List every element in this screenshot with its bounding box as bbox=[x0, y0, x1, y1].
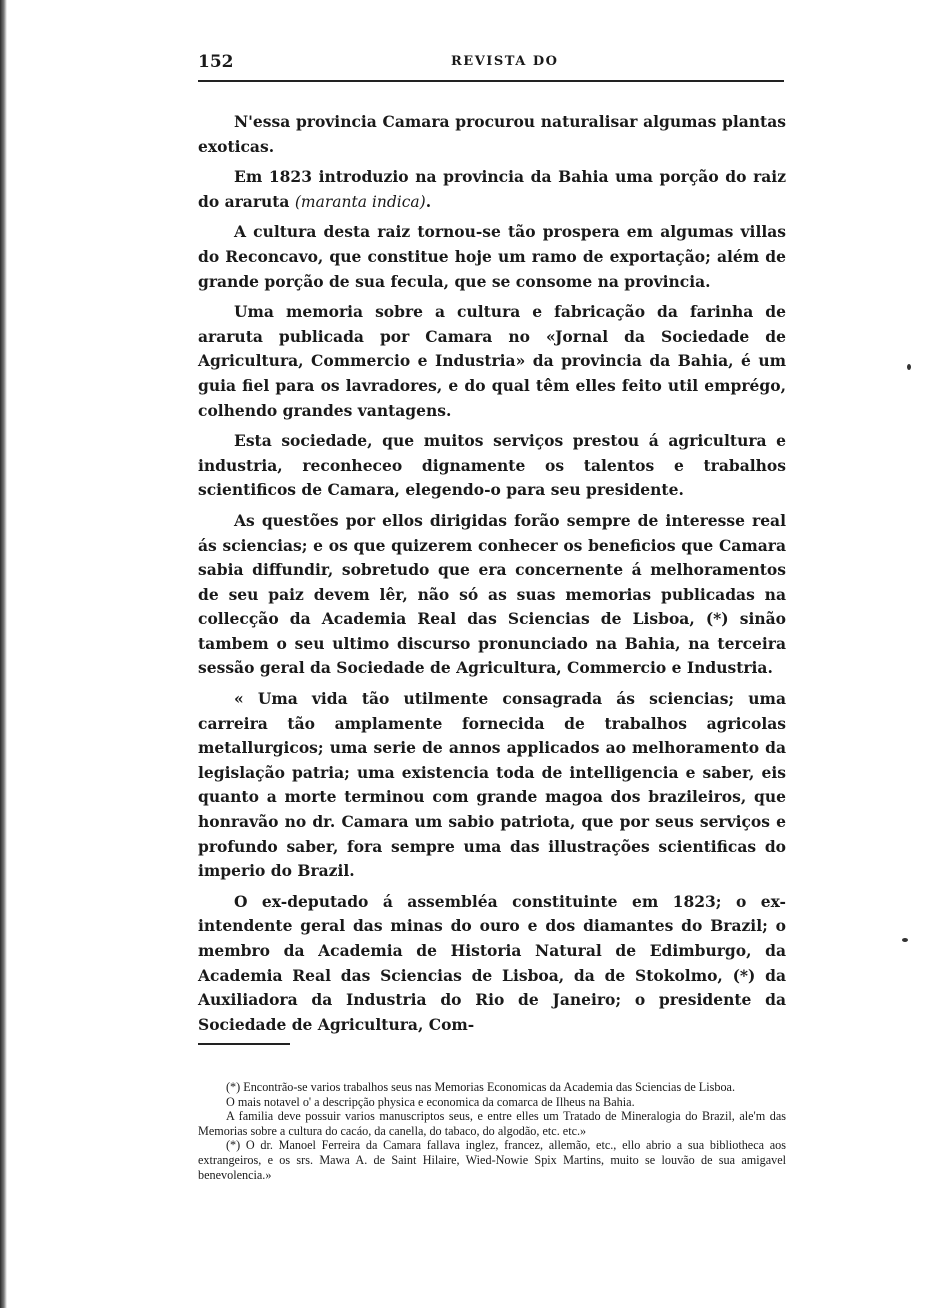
header-rule bbox=[198, 80, 784, 82]
scanned-page-edge bbox=[0, 0, 7, 1308]
paragraph-2: Em 1823 introduzio na provincia da Bahia uma porção do raiz do araruta (maranta indica). bbox=[198, 167, 786, 211]
footnotes bbox=[198, 1080, 786, 1182]
footnote-3: A familia deve possuir varios manuscriptos seus, e entre elles um Tratado de Mineralogia do Brazil, ale'm das Memorias sobre a cultura do cacáo, da canella, do tabaco, do algodão, etc. etc.» bbox=[198, 1109, 786, 1138]
footnote-1: (*) Encontrão-se varios trabalhos seus nas Memorias Economicas da Academia das Sciencias de Lisboa. bbox=[226, 1080, 736, 1094]
paragraph-6: As questões por ellos dirigidas forão sempre de interesse real ás sciencias; e os que quizerem conhecer os beneficios que Camara sabia diffundir, sobretudo que era concernente á melhoramentos de seu paiz devem lêr, não só as suas memorias publicadas na collecção da Academia Real das Sciencias de Lisboa, (*) sinão tambem o seu ultimo discurso pronunciado na Bahia, na terceira sessão geral da Sociedade de Agricultura, Commercio e Industria. bbox=[198, 510, 786, 678]
paragraph-7: « Uma vida tão utilmente consagrada ás sciencias; uma carreira tão amplamente fornecida de trabalhos agricolas metallurgicos; uma serie de annos applicados ao melhoramento da legislação patria; uma existencia toda de intelligencia e saber, eis quanto a morte terminou com grande magoa dos brazileiros, que honravão no dr. Camara um sabio patriota, que por seus serviços e profundo saber, fora sempre uma das illustrações scientificas do imperio do Brazil. bbox=[198, 689, 786, 881]
paragraph-4: Uma memoria sobre a cultura e fabricação da farinha de araruta publicada por Camara no «Jornal da Sociedade de Agricultura, Commercio e Industria» da provincia da Bahia, é um guia fiel para os lavradores, e do qual têm elles feito util emprégo, colhendo grandes vantagens. bbox=[198, 302, 786, 420]
page-number: 152 bbox=[198, 52, 234, 72]
italic-botanical-name: (maranta indica) bbox=[294, 192, 426, 211]
scan-speck bbox=[907, 364, 911, 370]
footnote-2: O mais notavel o' a descripção physica e economica da comarca de Ilheus na Bahia. bbox=[226, 1094, 635, 1109]
footnote-rule bbox=[198, 1043, 290, 1045]
footnote-4: (*) O dr. Manoel Ferreira da Camara fallava inglez, francez, allemão, etc., ello abrio a sua bibliotheca aos extrangeiros, e os srs. Mawa A. de Saint Hilaire, Wied-Nowie Spix Martins, muito se louvão de sua amigavel benevolencia.» bbox=[198, 1138, 786, 1182]
paragraph-1: N'essa provincia Camara procurou naturalisar algumas plantas exoticas. bbox=[198, 112, 786, 156]
main-text bbox=[198, 110, 786, 1043]
page-header bbox=[198, 52, 784, 82]
paragraph-8: O ex-deputado á assembléa constituinte em 1823; o ex-intendente geral das minas do ouro e dos diamantes do Brazil; o membro da Academia de Historia Natural de Edimburgo, da Academia Real das Sciencias de Lisboa, da de Stokolmo, (*) da Auxiliadora da Industria do Rio de Janeiro; o presidente da Sociedade de Agricultura, Com- bbox=[198, 891, 786, 1034]
paragraph-3: A cultura desta raiz tornou-se tão prospera em algumas villas do Reconcavo, que constitue hoje um ramo de exportação; além de grande porção de sua fecula, que se consome na provincia. bbox=[198, 222, 786, 291]
paragraph-5: Esta sociedade, que muitos serviços prestou á agricultura e industria, reconheceo dignamente os talentos e trabalhos scientificos de Camara, elegendo-o para seu presidente. bbox=[198, 431, 786, 500]
running-head: REVISTA DO bbox=[451, 54, 559, 69]
scan-speck bbox=[902, 938, 908, 942]
